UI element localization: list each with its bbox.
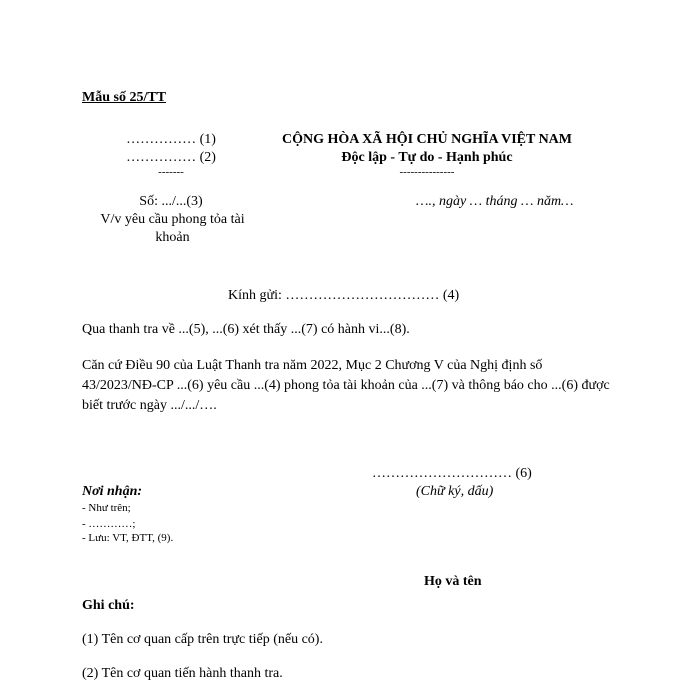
signature-note: (Chữ ký, dấu) — [416, 484, 494, 499]
national-motto: Độc lập - Tự do - Hạnh phúc — [341, 150, 513, 165]
right-header-rule: --------------- — [399, 166, 455, 178]
recipient-item: - Lưu: VT, ĐTT, (9). — [82, 532, 174, 544]
subject-line-2: khoản — [155, 230, 190, 245]
issuer-parent-line: …………… (1) — [126, 132, 216, 147]
salutation-label: Kính gửi: — [228, 288, 282, 303]
body-paragraph-2: Căn cứ Điều 90 của Luật Thanh tra năm 2022, Mục 2 Chương V của Nghị định số 43/2023/NĐ-CP ...(6) yêu cầu ...(4) phong tỏa tài khoản của ...(7) và thông báo cho ...(6) được biết trước ngày .../.../…. — [82, 358, 610, 413]
recipient-item: - …………; — [82, 518, 136, 530]
place-date: …., ngày … tháng … năm… — [416, 194, 574, 209]
note-item: (1) Tên cơ quan cấp trên trực tiếp (nếu có). — [82, 632, 323, 647]
signatory-name: Họ và tên — [424, 574, 482, 589]
note-item: (2) Tên cơ quan tiến hành thanh tra. — [82, 666, 283, 681]
document-number: Số: .../...(3) — [139, 194, 203, 209]
issuer-line: …………… (2) — [126, 150, 216, 165]
signatory-dots: ………………………… (6) — [372, 466, 532, 481]
recipient-salutation — [228, 288, 459, 304]
recipient-item: - Như trên; — [82, 502, 131, 514]
national-title: CỘNG HÒA XÃ HỘI CHỦ NGHĨA VIỆT NAM — [281, 132, 572, 147]
notes-title: Ghi chú: — [82, 598, 135, 613]
body-paragraph-1: Qua thanh tra về ...(5), ...(6) xét thấy ...(7) có hành vi...(8). — [82, 322, 410, 337]
recipients-title: Nơi nhận: — [82, 484, 143, 499]
left-header-rule: ------- — [158, 166, 184, 178]
subject-line-1: V/v yêu cầu phong tỏa tài — [100, 212, 245, 227]
salutation-value: …………………………… (4) — [285, 288, 460, 303]
form-number: Mẫu số 25/TT — [82, 90, 167, 105]
